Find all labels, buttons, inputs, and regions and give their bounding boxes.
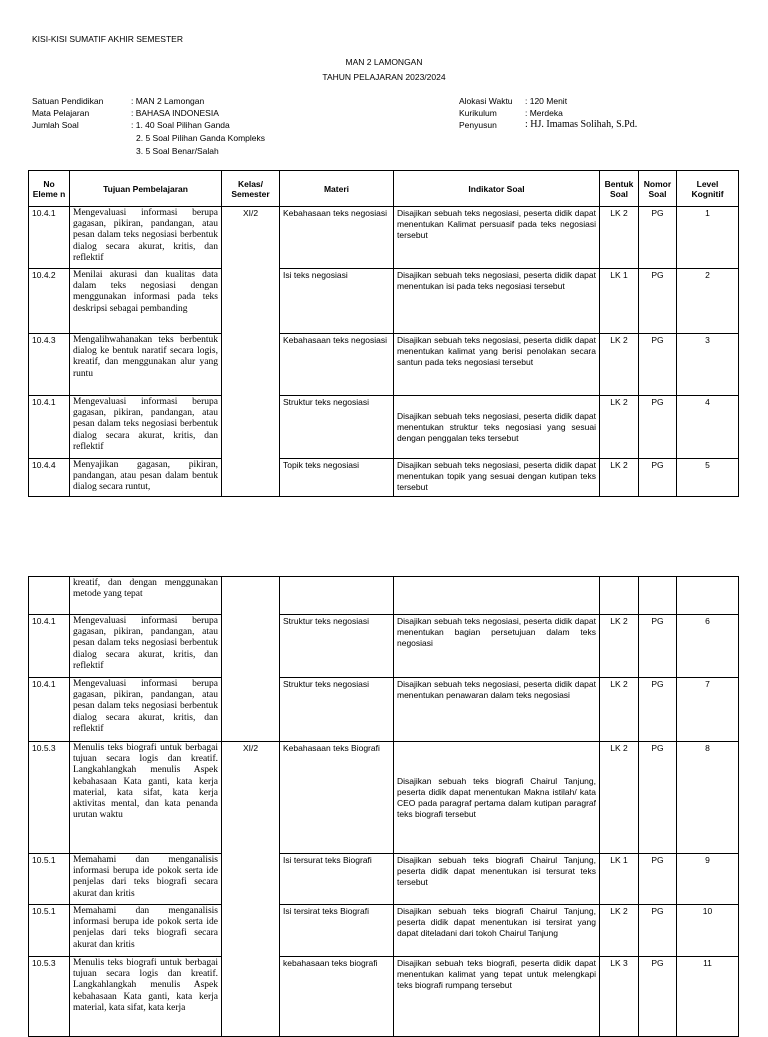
cell-bentuk: LK 2 — [600, 396, 639, 459]
table-row — [29, 905, 739, 957]
cell-level: 6 — [677, 615, 739, 678]
cell-kelas: XI/2 — [222, 742, 280, 1037]
cell-indikator: Disajikan sebuah teks biografi Chairul Tanjung, peserta didik dapat menentukan Makna istilah/ kata CEO pada paragraf pertama dalam kutipan paragraf teks biografi tersebut — [394, 742, 600, 854]
document-label: KISI-KISI SUMATIF AKHIR SEMESTER — [32, 34, 183, 44]
cell-nomor: PG — [639, 269, 677, 334]
table-row — [29, 957, 739, 1037]
cell-level: 2 — [677, 269, 739, 334]
column-header: Nomor Soal — [639, 171, 677, 207]
cell-materi: Isi tersirat teks Biografi — [280, 905, 394, 957]
meta-key: Kurikulum — [459, 108, 497, 118]
cell-code: 10.5.1 — [29, 854, 70, 905]
cell-code: 10.4.2 — [29, 269, 70, 334]
meta-value: : Merdeka — [525, 108, 563, 118]
meta-value: 2. 5 Soal Pilihan Ganda Kompleks — [136, 133, 265, 143]
cell-level — [677, 577, 739, 615]
cell-bentuk — [600, 577, 639, 615]
cell-indikator: Disajikan sebuah teks negosiasi, peserta didik dapat menentukan isi pada teks negosiasi tersebut — [394, 269, 600, 334]
table-row — [29, 459, 739, 497]
cell-code — [29, 577, 70, 615]
cell-bentuk: LK 2 — [600, 459, 639, 497]
cell-materi: Struktur teks negosiasi — [280, 615, 394, 678]
cell-tujuan: Mengalihwahanakan teks berbentuk dialog ke bentuk naratif secara logis, kreatif, dan menggunakan alur yang runtu — [70, 334, 222, 396]
cell-nomor: PG — [639, 459, 677, 497]
cell-nomor: PG — [639, 207, 677, 269]
cell-nomor: PG — [639, 905, 677, 957]
cell-materi: Kebahasaan teks Biografi — [280, 742, 394, 854]
cell-indikator: Disajikan sebuah teks negosiasi, peserta didik dapat menentukan kalimat yang berisi penolakan secara santun pada teks negosiasi tersebut — [394, 334, 600, 396]
school-name: MAN 2 LAMONGAN — [345, 57, 423, 67]
table-row — [29, 269, 739, 334]
meta-value: : 1. 40 Soal Pilihan Ganda — [131, 120, 230, 130]
cell-indikator: Disajikan sebuah teks biografi, peserta didik dapat menentukan kalimat yang tepat untuk melengkapi teks biografi rumpang tersebut — [394, 957, 600, 1037]
cell-level: 3 — [677, 334, 739, 396]
cell-code: 10.5.3 — [29, 742, 70, 854]
cell-level: 1 — [677, 207, 739, 269]
cell-materi: Struktur teks negosiasi — [280, 678, 394, 742]
column-header: Bentuk Soal — [600, 171, 639, 207]
cell-level: 5 — [677, 459, 739, 497]
cell-materi: Struktur teks negosiasi — [280, 396, 394, 459]
table-header-row — [29, 171, 739, 207]
column-header: Indikator Soal — [394, 171, 600, 207]
cell-indikator: Disajikan sebuah teks negosiasi, peserta didik dapat menentukan penawaran dalam teks negosiasi — [394, 678, 600, 742]
cell-tujuan: Menyajikan gagasan, pikiran, pandangan, atau pesan dalam bentuk dialog secara runtut, — [70, 459, 222, 497]
cell-tujuan: Mengevaluasi informasi berupa gagasan, pikiran, pandangan, atau pesan dalam teks negosiasi berbentuk dialog secara akurat, kritis, dan reflektif — [70, 678, 222, 742]
cell-tujuan: kreatif, dan dengan menggunakan metode yang tepat — [70, 577, 222, 615]
cell-nomor: PG — [639, 334, 677, 396]
meta-key: Satuan Pendidikan — [32, 96, 104, 106]
cell-indikator: Disajikan sebuah teks biografi Chairul Tanjung, peserta didik dapat menentukan isi tersirat yang dapat diteladani dari tokoh Chairul Tanjung — [394, 905, 600, 957]
cell-bentuk: LK 2 — [600, 615, 639, 678]
column-header: No Eleme n — [29, 171, 70, 207]
cell-bentuk: LK 1 — [600, 269, 639, 334]
cell-indikator: Disajikan sebuah teks negosiasi, peserta didik dapat menentukan Kalimat persuasif pada teks negosiasi tersebut — [394, 207, 600, 269]
cell-code: 10.4.1 — [29, 396, 70, 459]
cell-code: 10.4.1 — [29, 615, 70, 678]
cell-tujuan: Mengevaluasi informasi berupa gagasan, pikiran, pandangan, atau pesan dalam teks negosiasi berbentuk dialog secara akurat, kritis, dan reflektif — [70, 615, 222, 678]
cell-code: 10.5.3 — [29, 957, 70, 1037]
cell-tujuan: Menulis teks biografi untuk berbagai tujuan secara logis dan kreatif. Langkahlangkah menulis Aspek kebahasaan Kata ganti, kata kerja material, kata sifat, kata kerja — [70, 957, 222, 1037]
cell-tujuan: Memahami dan menganalisis informasi berupa ide pokok serta ide penjelas dari teks biografi secara akurat dan kritis — [70, 854, 222, 905]
cell-nomor — [639, 577, 677, 615]
cell-materi: Topik teks negosiasi — [280, 459, 394, 497]
cell-nomor: PG — [639, 742, 677, 854]
cell-bentuk: LK 2 — [600, 678, 639, 742]
cell-materi: Isi tersurat teks Biografi — [280, 854, 394, 905]
table-row — [29, 577, 739, 615]
cell-indikator: Disajikan sebuah teks negosiasi, peserta didik dapat menentukan struktur teks negosiasi yang sesuai dengan penggalan teks tersebut — [394, 396, 600, 459]
table-row — [29, 334, 739, 396]
cell-materi — [280, 577, 394, 615]
cell-bentuk: LK 2 — [600, 207, 639, 269]
cell-code: 10.5.1 — [29, 905, 70, 957]
cell-tujuan: Mengevaluasi informasi berupa gagasan, pikiran, pandangan, atau pesan dalam teks negosiasi berbentuk dialog secara akurat, kritis, dan reflektif — [70, 396, 222, 459]
cell-code: 10.4.1 — [29, 678, 70, 742]
cell-code: 10.4.3 — [29, 334, 70, 396]
meta-value: : 120 Menit — [525, 96, 568, 106]
table-row — [29, 678, 739, 742]
column-header: Materi — [280, 171, 394, 207]
cell-level: 10 — [677, 905, 739, 957]
meta-right-block — [459, 95, 739, 135]
table-row — [29, 854, 739, 905]
cell-kelas: XI/2 — [222, 207, 280, 497]
table-row — [29, 396, 739, 459]
meta-value: 3. 5 Soal Benar/Salah — [136, 146, 219, 156]
cell-tujuan: Menulis teks biografi untuk berbagai tujuan secara logis dan kreatif. Langkahlangkah menulis Aspek kebahasaan Kata ganti, kata kerja material, kata sifat, kata kerja aktivitas mental, dan kata penanda urutan waktu — [70, 742, 222, 854]
table-row — [29, 207, 739, 269]
cell-nomor: PG — [639, 957, 677, 1037]
cell-nomor: PG — [639, 854, 677, 905]
meta-key: Alokasi Waktu — [459, 96, 513, 106]
meta-value: : MAN 2 Lamongan — [131, 96, 205, 106]
column-header: Kelas/ Semester — [222, 171, 280, 207]
meta-value: : HJ. Imamas Solihah, S.Pd. — [525, 119, 638, 130]
cell-indikator: Disajikan sebuah teks negosiasi, peserta didik dapat menentukan bagian persetujuan dalam teks negosiasi — [394, 615, 600, 678]
cell-kelas — [222, 577, 280, 742]
cell-nomor: PG — [639, 396, 677, 459]
cell-tujuan: Menilai akurasi dan kualitas data dalam teks negosiasi dengan menggunakan informasi pada teks deskripsi sebagai pembanding — [70, 269, 222, 334]
cell-level: 8 — [677, 742, 739, 854]
cell-bentuk: LK 2 — [600, 334, 639, 396]
table-row — [29, 742, 739, 854]
cell-materi: kebahasaan teks biografi — [280, 957, 394, 1037]
cell-tujuan: Mengevaluasi informasi berupa gagasan, pikiran, pandangan, atau pesan dalam teks negosiasi berbentuk dialog secara akurat, kritis, dan reflektif — [70, 207, 222, 269]
grid-table-page-2 — [28, 576, 739, 1037]
cell-level: 11 — [677, 957, 739, 1037]
cell-materi: Kebahasaan teks negosiasi — [280, 334, 394, 396]
meta-key: Mata Pelajaran — [32, 108, 90, 118]
cell-bentuk: LK 3 — [600, 957, 639, 1037]
meta-value: : BAHASA INDONESIA — [131, 108, 219, 118]
cell-level: 9 — [677, 854, 739, 905]
column-header: Tujuan Pembelajaran — [70, 171, 222, 207]
cell-bentuk: LK 1 — [600, 854, 639, 905]
cell-bentuk: LK 2 — [600, 905, 639, 957]
cell-indikator: Disajikan sebuah teks negosiasi, peserta didik dapat menentukan topik yang sesuai dengan kutipan teks tersebut — [394, 459, 600, 497]
meta-left-block — [32, 95, 452, 157]
grid-table-page-1 — [28, 170, 739, 497]
cell-tujuan: Memahami dan menganalisis informasi berupa ide pokok serta ide penjelas dari teks biografi secara akurat dan kritis — [70, 905, 222, 957]
cell-nomor: PG — [639, 615, 677, 678]
academic-year: TAHUN PELAJARAN 2023/2024 — [322, 72, 446, 82]
cell-indikator — [394, 577, 600, 615]
meta-key: Jumlah Soal — [32, 120, 79, 130]
cell-code: 10.4.4 — [29, 459, 70, 497]
cell-level: 7 — [677, 678, 739, 742]
meta-key: Penyusun — [459, 120, 497, 130]
cell-nomor: PG — [639, 678, 677, 742]
cell-code: 10.4.1 — [29, 207, 70, 269]
column-header: Level Kognitif — [677, 171, 739, 207]
table-row — [29, 615, 739, 678]
cell-indikator: Disajikan sebuah teks biografi Chairul Tanjung, peserta didik dapat menentukan isi tersurat teks tersebut — [394, 854, 600, 905]
cell-level: 4 — [677, 396, 739, 459]
cell-materi: Kebahasaan teks negosiasi — [280, 207, 394, 269]
cell-materi: Isi teks negosiasi — [280, 269, 394, 334]
cell-bentuk: LK 2 — [600, 742, 639, 854]
